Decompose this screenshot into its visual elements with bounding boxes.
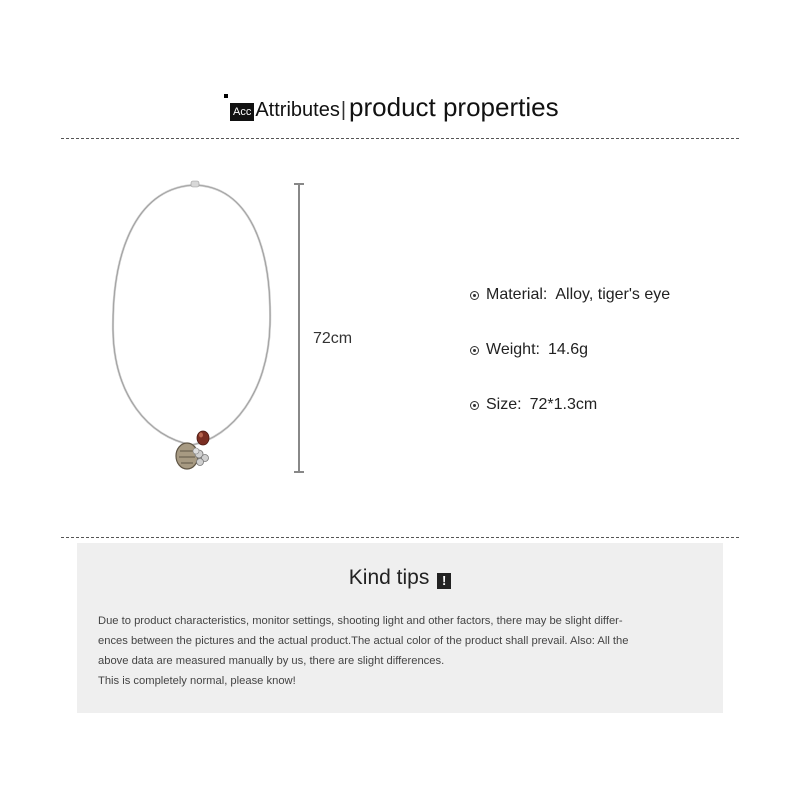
property-size — [470, 394, 670, 416]
tips-body — [98, 611, 710, 691]
bottom-divider — [61, 537, 739, 538]
property-value: 72*1.3cm — [529, 396, 598, 413]
tips-line: This is completely normal, please know! — [98, 675, 296, 687]
tips-heading — [77, 566, 723, 590]
attributes-label: Attributes — [255, 99, 340, 121]
length-label: 72cm — [313, 330, 353, 347]
tips-title: Kind tips — [348, 566, 430, 589]
necklace-image — [100, 175, 290, 480]
bullet-circle-icon — [470, 291, 479, 300]
property-label: Weight: — [486, 341, 540, 358]
property-label: Size: — [486, 396, 522, 413]
property-material — [470, 284, 670, 306]
property-weight — [470, 339, 670, 361]
acc-badge: Acc — [230, 103, 254, 121]
tips-line: ences between the pictures and the actual product.The actual color of the product shall prevail. Also: All the — [98, 635, 629, 647]
section-header — [223, 92, 559, 122]
property-value: 14.6g — [547, 341, 588, 358]
bullet-circle-icon — [470, 346, 479, 355]
warning-icon: ! — [437, 573, 451, 589]
tips-line: above data are measured manually by us, there are slight differences. — [98, 655, 445, 667]
page-title: product properties — [349, 92, 559, 122]
property-label: Material: — [486, 286, 548, 303]
corner-mark — [224, 94, 228, 98]
property-list — [470, 284, 670, 449]
kind-tips-panel — [77, 543, 723, 713]
property-value: Alloy, tiger's eye — [555, 286, 671, 303]
top-divider — [61, 138, 739, 139]
bullet-circle-icon — [470, 401, 479, 410]
length-measure-line — [293, 183, 305, 473]
tips-line: Due to product characteristics, monitor settings, shooting light and other factors, there may be slight differ- — [98, 615, 623, 627]
header-separator: | — [340, 99, 347, 121]
